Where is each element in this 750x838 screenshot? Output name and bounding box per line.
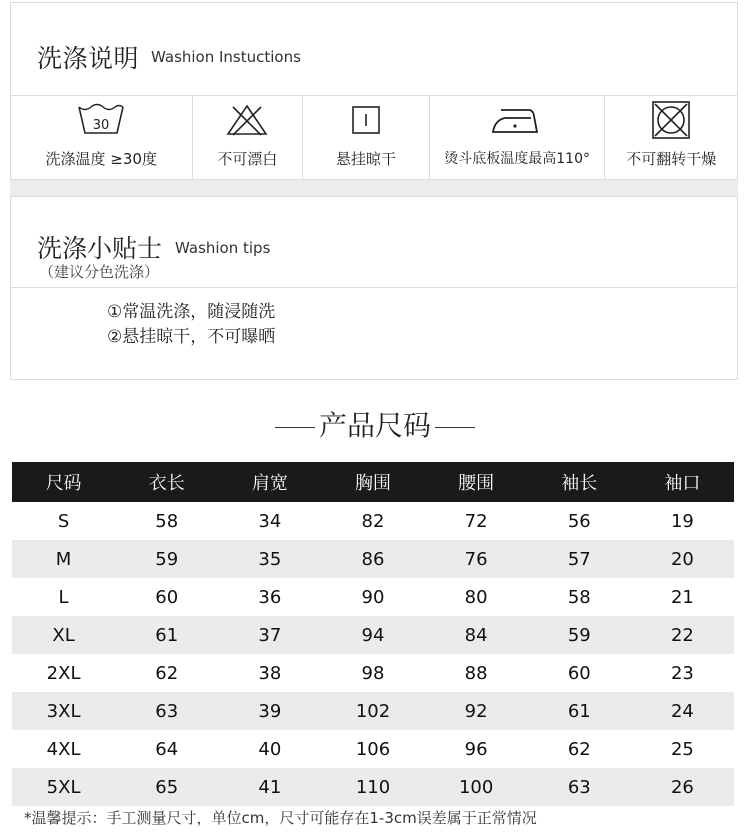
table-cell: 58 xyxy=(155,510,179,532)
table-cell: 4XL xyxy=(46,738,81,760)
size-title xyxy=(0,404,750,444)
wash-30-icon xyxy=(77,103,125,137)
table-cell: 86 xyxy=(321,540,424,578)
no-tumble-dry-icon xyxy=(651,100,691,140)
wash-item xyxy=(193,96,304,180)
column-header: 衣长 xyxy=(115,462,218,502)
table-cell: 23 xyxy=(670,662,694,684)
table-cell: M xyxy=(12,540,115,578)
column-header: 胸围 xyxy=(321,462,424,502)
table-cell: 21 xyxy=(670,586,694,608)
table-cell: 62 xyxy=(155,662,179,684)
table-cell: 82 xyxy=(361,510,385,532)
table-cell: 72 xyxy=(464,510,488,532)
table-cell: 3XL xyxy=(12,692,115,730)
table-cell: 76 xyxy=(425,540,528,578)
table-cell: 102 xyxy=(321,692,424,730)
wash-item-label: 不可漂白 xyxy=(217,150,278,168)
wash-instructions-card xyxy=(10,2,738,180)
table-cell: 24 xyxy=(631,692,734,730)
measurement-note: *温馨提示：手工测量尺寸，单位cm，尺寸可能存在1-3cm误差属于正常情况 xyxy=(24,809,537,827)
table-row xyxy=(12,616,734,654)
table-cell: 90 xyxy=(361,586,385,608)
table-cell: 60 xyxy=(567,662,591,684)
wash-tips-card xyxy=(10,196,738,380)
column-header: 尺码 xyxy=(12,462,115,502)
table-cell: 57 xyxy=(528,540,631,578)
wash-item xyxy=(430,96,606,180)
table-cell: 34 xyxy=(258,510,282,532)
tips-title-zh: 洗涤小贴士 xyxy=(37,234,163,263)
tips-title-en: Washion tips xyxy=(175,239,271,257)
table-row xyxy=(12,502,734,540)
tips-list xyxy=(107,300,275,350)
table-cell: 61 xyxy=(115,616,218,654)
hang-dry-icon xyxy=(351,105,381,135)
no-bleach-icon xyxy=(225,103,269,137)
table-row xyxy=(12,730,734,768)
table-cell: 59 xyxy=(115,540,218,578)
table-cell: 63 xyxy=(528,768,631,806)
column-header: 腰围 xyxy=(425,462,528,502)
table-header-row xyxy=(12,462,734,502)
iron-icon xyxy=(491,104,543,136)
table-row xyxy=(12,692,734,730)
table-cell: 62 xyxy=(567,738,591,760)
table-cell: 56 xyxy=(567,510,591,532)
table-cell: 19 xyxy=(670,510,694,532)
title-dash-right xyxy=(435,427,475,428)
table-cell: 61 xyxy=(528,692,631,730)
column-header: 肩宽 xyxy=(218,462,321,502)
table-cell: 64 xyxy=(155,738,179,760)
tips-item: ②悬挂晾干，不可曝晒 xyxy=(107,327,276,347)
table-cell: 100 xyxy=(425,768,528,806)
column-header: 袖长 xyxy=(528,462,631,502)
section-divider-band xyxy=(10,180,738,196)
table-cell: 20 xyxy=(631,540,734,578)
table-cell: 88 xyxy=(464,662,488,684)
title-dash-left xyxy=(275,427,315,428)
table-cell: 5XL xyxy=(12,768,115,806)
table-cell: 26 xyxy=(631,768,734,806)
table-cell: 63 xyxy=(115,692,218,730)
table-cell: 22 xyxy=(631,616,734,654)
table-cell: 36 xyxy=(258,586,282,608)
wash-item-label: 悬挂晾干 xyxy=(336,150,397,168)
table-cell: 84 xyxy=(425,616,528,654)
table-cell: 58 xyxy=(567,586,591,608)
table-cell: 59 xyxy=(528,616,631,654)
table-cell: 65 xyxy=(115,768,218,806)
wash-title-zh: 洗涤说明 xyxy=(37,44,140,73)
table-row xyxy=(12,540,734,578)
table-cell: 39 xyxy=(218,692,321,730)
table-cell: S xyxy=(57,510,70,532)
table-cell: 110 xyxy=(321,768,424,806)
table-cell: 37 xyxy=(218,616,321,654)
table-cell: 92 xyxy=(425,692,528,730)
tips-item: ①常温洗涤，随浸随洗 xyxy=(107,302,276,322)
table-cell: 98 xyxy=(361,662,385,684)
table-cell: L xyxy=(58,586,69,608)
svg-text:30: 30 xyxy=(92,118,110,133)
table-cell: 94 xyxy=(321,616,424,654)
size-table xyxy=(12,462,734,806)
wash-item-label: 烫斗底板温度最高110° xyxy=(444,151,590,167)
table-row xyxy=(12,578,734,616)
table-cell: 80 xyxy=(464,586,488,608)
table-cell: 40 xyxy=(258,738,282,760)
table-cell: 35 xyxy=(218,540,321,578)
size-table-body xyxy=(12,502,734,806)
wash-item-label: 洗涤温度 ≥30度 xyxy=(45,150,157,168)
table-cell: 25 xyxy=(670,738,694,760)
size-title-text: 产品尺码 xyxy=(318,409,431,442)
wash-item xyxy=(303,96,430,180)
wash-item-label: 不可翻转干燥 xyxy=(626,150,717,168)
table-cell: 96 xyxy=(464,738,488,760)
table-cell: 60 xyxy=(155,586,179,608)
wash-instructions-header xyxy=(11,3,737,96)
table-cell: 2XL xyxy=(46,662,81,684)
wash-item xyxy=(605,96,737,180)
table-row xyxy=(12,768,734,806)
tips-subtitle: （建议分色洗涤） xyxy=(39,263,160,281)
wash-item xyxy=(11,96,193,180)
column-header: 袖口 xyxy=(631,462,734,502)
wash-icons-row xyxy=(11,96,737,180)
table-cell: 41 xyxy=(218,768,321,806)
table-row xyxy=(12,654,734,692)
table-cell: XL xyxy=(12,616,115,654)
wash-title-en: Washion Instuctions xyxy=(151,48,301,66)
wash-tips-header xyxy=(11,197,737,288)
table-cell: 106 xyxy=(355,738,391,760)
table-cell: 38 xyxy=(258,662,282,684)
